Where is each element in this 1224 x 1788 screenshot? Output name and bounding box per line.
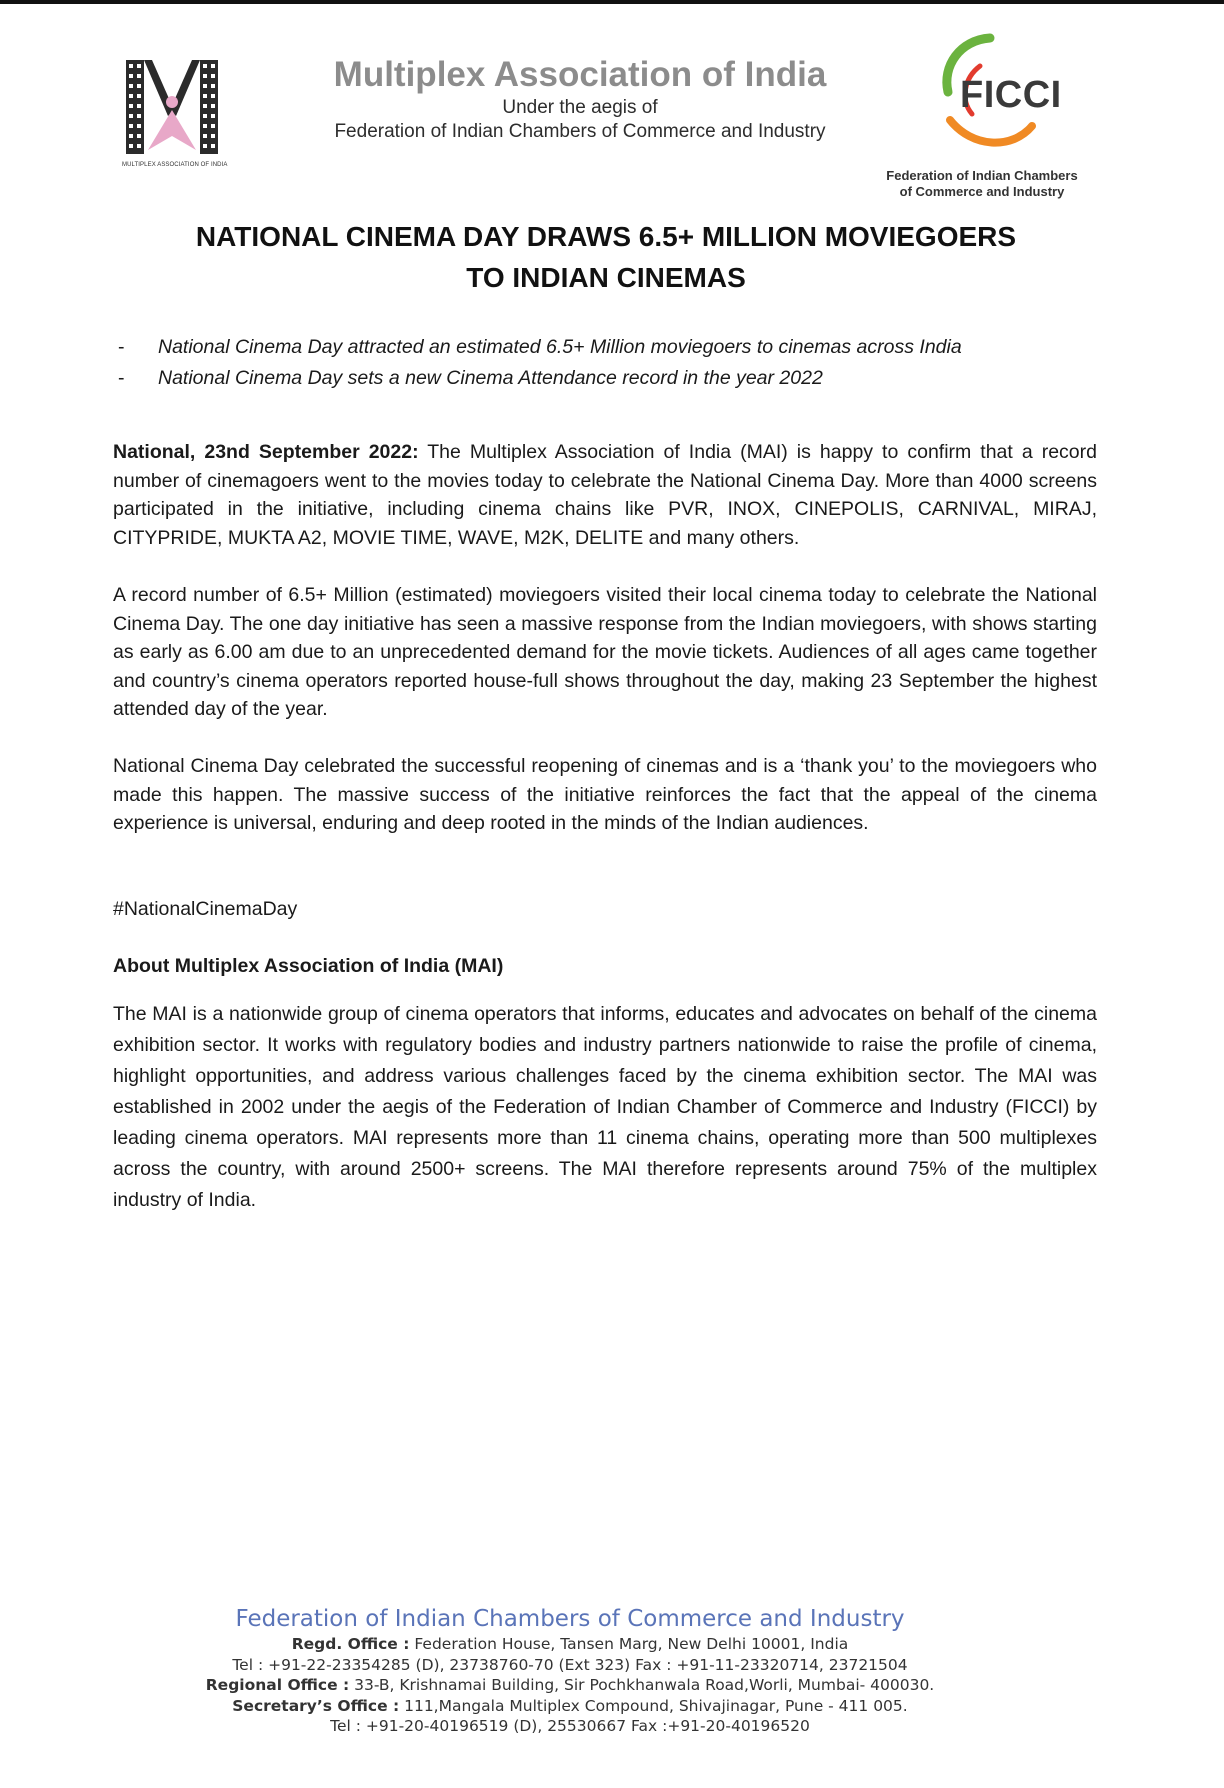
footer-regd-label: Regd. Office : bbox=[291, 1635, 410, 1653]
highlights-list bbox=[114, 332, 1114, 394]
footer-secretary-label: Secretary’s Office : bbox=[232, 1696, 400, 1715]
ficci-logo bbox=[920, 30, 1080, 162]
footer-tel-delhi: Tel : +91-22-23354285 (D), 23738760-70 (Ext 323) Fax : +91-11-23320714, 23721504 bbox=[232, 1655, 908, 1674]
bullet-dash: - bbox=[118, 367, 125, 389]
ficci-caption-line-2: of Commerce and Industry bbox=[899, 184, 1065, 199]
hashtag: #NationalCinemaDay bbox=[113, 898, 298, 920]
org-name: Multiplex Association of India bbox=[333, 55, 827, 94]
footer-secretary-text: 111,Mangala Multiplex Compound, Shivajinagar, Pune - 411 005. bbox=[399, 1696, 908, 1715]
ficci-wordmark: FICCI bbox=[960, 74, 1062, 116]
paragraph-celebration bbox=[113, 752, 1097, 838]
ficci-caption bbox=[868, 168, 1096, 200]
mai-logo bbox=[122, 58, 228, 176]
org-subtitle-aegis: Under the aegis of bbox=[502, 97, 658, 118]
mai-logo-caption: MULTIPLEX ASSOCIATION OF INDIA bbox=[122, 162, 228, 168]
footer-secretary-office bbox=[100, 1696, 1040, 1717]
list-item bbox=[114, 363, 1114, 394]
press-release-headline bbox=[112, 216, 1100, 298]
bullet-dash: - bbox=[118, 336, 125, 358]
bullet-text: National Cinema Day sets a new Cinema Attendance record in the year 2022 bbox=[158, 367, 823, 389]
footer-regional-text: 33-B, Krishnamai Building, Sir Pochkhanwala Road,Worli, Mumbai- 400030. bbox=[349, 1676, 935, 1694]
footer-regd-text: Federation House, Tansen Marg, New Delhi 10001, India bbox=[409, 1635, 849, 1653]
paragraph-about-text: The MAI is a nationwide group of cinema operators that informs, educates and advocates on behalf of the cinema exhibition sector. It works with regulatory bodies and industry partners nationwide to raise the profile of cinema, highlight opportunities, and address various challenges faced by the cinema exhibition sector. The MAI was established in 2002 under the aegis of the Federation of Indian Chamber of Commerce and Industry (FICCI) by leading cinema operators. MAI represents more than 11 cinema chains, operating more than 500 multiplexes across the country, with around 2500+ screens. The MAI therefore represents around 75% of the multiplex industry of India. bbox=[113, 1003, 1097, 1211]
footer-regional-office bbox=[100, 1675, 1040, 1696]
ficci-caption-line-1: Federation of Indian Chambers bbox=[886, 168, 1078, 183]
paragraph-intro-body: The Multiplex Association of India (MAI) is happy to confirm that a record number of cinemagoers went to the movies today to celebrate the National Cinema Day. More than 4000 screens participated in the initiative, including cinema chains like PVR, INOX, CINEPOLIS, CARNIVAL, MIRAJ, CITYPRIDE, MUKTA A2, MOVIE TIME, WAVE, M2K, DELITE and many others. bbox=[113, 441, 1097, 549]
footer-regd-office bbox=[100, 1634, 1040, 1655]
letterhead-title-block bbox=[300, 54, 860, 144]
page-top-rule bbox=[0, 0, 1224, 4]
paragraph-celebration-text: National Cinema Day celebrated the successful reopening of cinemas and is a ‘thank you’ to the moviegoers who made this happen. The massive success of the initiative reinforces the fact that the appeal of the cinema experience is universal, enduring and deep rooted in the minds of the Indian audiences. bbox=[113, 755, 1097, 835]
letterhead-footer bbox=[100, 1604, 1040, 1737]
org-subtitle-federation: Federation of Indian Chambers of Commerce and Industry bbox=[334, 121, 826, 142]
headline-line-1: NATIONAL CINEMA DAY DRAWS 6.5+ MILLION MOVIEGOERS bbox=[195, 221, 1017, 252]
bullet-text: National Cinema Day attracted an estimated 6.5+ Million moviegoers to cinemas across India bbox=[158, 336, 962, 358]
paragraph-intro-text bbox=[113, 438, 1097, 552]
paragraph-attendance-text: A record number of 6.5+ Million (estimated) moviegoers visited their local cinema today to celebrate the National Cinema Day. The one day initiative has seen a massive response from the Indian moviegoers, with shows starting as early as 6.00 am due to an unprecedented demand for the movie tickets. Audiences of all ages came together and country’s cinema operators reported house-full shows throughout the day, making 23 September the highest attended day of the year. bbox=[113, 584, 1097, 721]
footer-tel-pune: Tel : +91-20-40196519 (D), 25530667 Fax :+91-20-40196520 bbox=[330, 1717, 810, 1735]
mai-film-strip-icon bbox=[122, 58, 222, 158]
dateline: National, 23nd September 2022: bbox=[113, 441, 419, 463]
headline-line-2: TO INDIAN CINEMAS bbox=[466, 262, 746, 293]
paragraph-attendance bbox=[113, 581, 1097, 724]
paragraph-intro bbox=[113, 438, 1097, 552]
list-item bbox=[114, 332, 1114, 363]
footer-title: Federation of Indian Chambers of Commerce and Industry bbox=[235, 1606, 905, 1632]
paragraph-about bbox=[113, 999, 1097, 1216]
footer-regional-label: Regional Office : bbox=[205, 1676, 350, 1694]
about-heading: About Multiplex Association of India (MAI) bbox=[113, 955, 504, 977]
